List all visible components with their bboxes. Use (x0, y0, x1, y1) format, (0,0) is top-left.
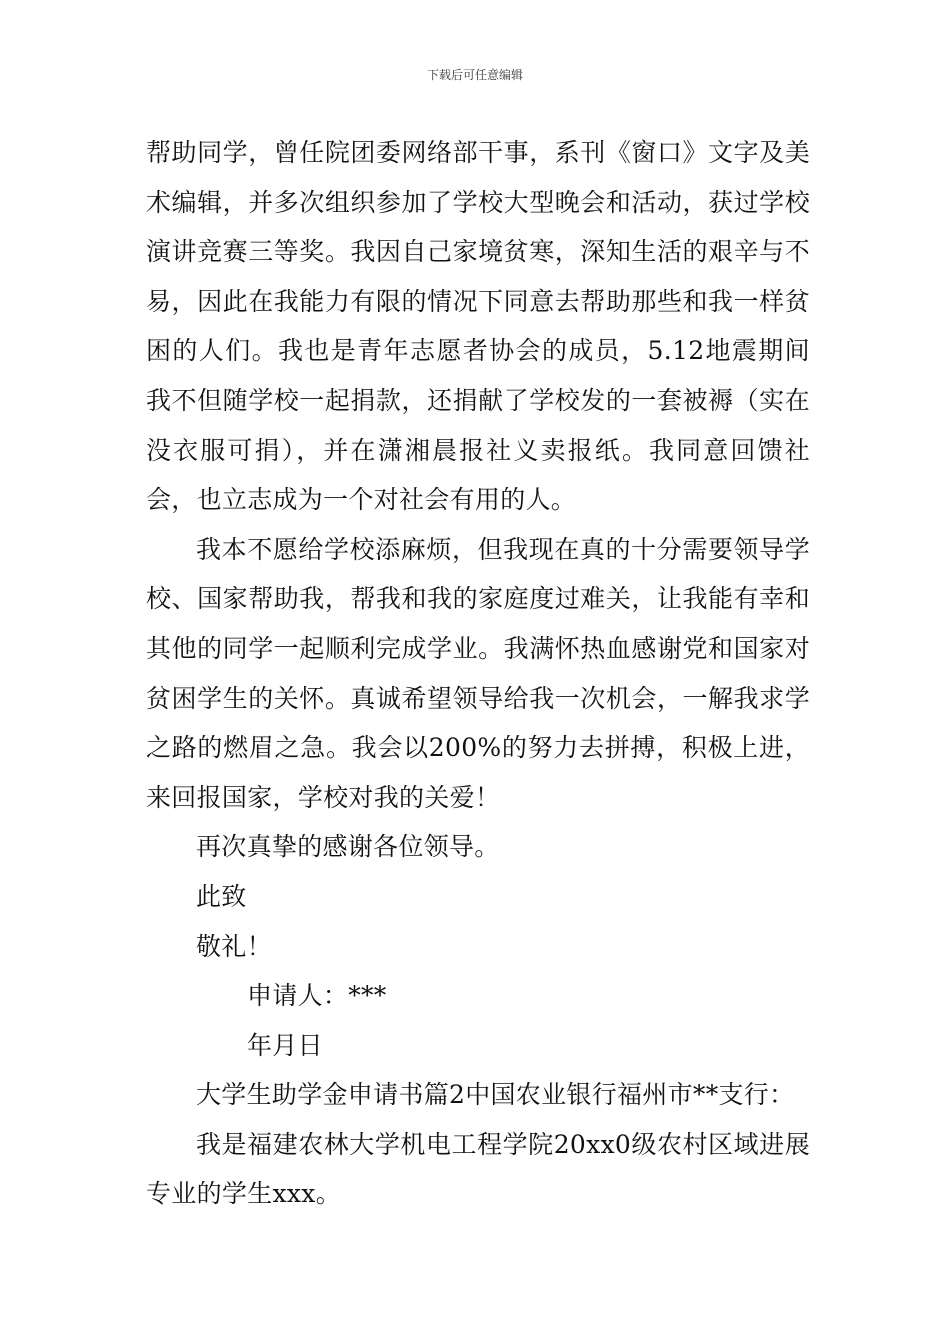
paragraph-request: 我本不愿给学校添麻烦，但我现在真的十分需要领导学校、国家帮助我，帮我和我的家庭度过难关，让我能有幸和其他的同学一起顺利完成学业。我满怀热血感谢党和国家对贫困学生的关怀。真诚希望领导给我一次机会，一解我求学之路的燃眉之急。我会以200%的努力去拼搏，积极上进，来回报国家，学校对我的关爱！ (146, 534, 810, 812)
closing-salutation: 此致 (196, 881, 247, 911)
header-note: 下载后可任意编辑 (426, 68, 523, 82)
paragraph-continuation: 帮助同学，曾任院团委网络部干事，系刊《窗口》文字及美术编辑，并多次组织参加了学校大型晚会和活动，获过学校演讲竞赛三等奖。我因自己家境贫寒，深知生活的艰辛与不易，因此在我能力有限的情况下同意去帮助那些和我一样贫困的人们。我也是青年志愿者协会的成员，5.12地震期间我不但随学校一起捐款，还捐献了学校发的一套被褥（实在没衣服可捐），并在潇湘晨报社义卖报纸。我同意回馈社会，也立志成为一个对社会有用的人。 (146, 138, 810, 515)
applicant-signature: 申请人：*** (247, 981, 387, 1011)
document-body (146, 128, 810, 1219)
date-line: 年月日 (247, 1030, 323, 1060)
paragraph-thanks: 再次真挚的感谢各位领导。 (196, 832, 500, 862)
paragraph-intro: 我是福建农林大学机电工程学院20xx0级农村区域进展专业的学生xxx。 (146, 1129, 810, 1209)
closing-regards: 敬礼！ (196, 931, 272, 961)
section-heading: 大学生助学金申请书篇2中国农业银行福州市**支行： (196, 1080, 795, 1110)
